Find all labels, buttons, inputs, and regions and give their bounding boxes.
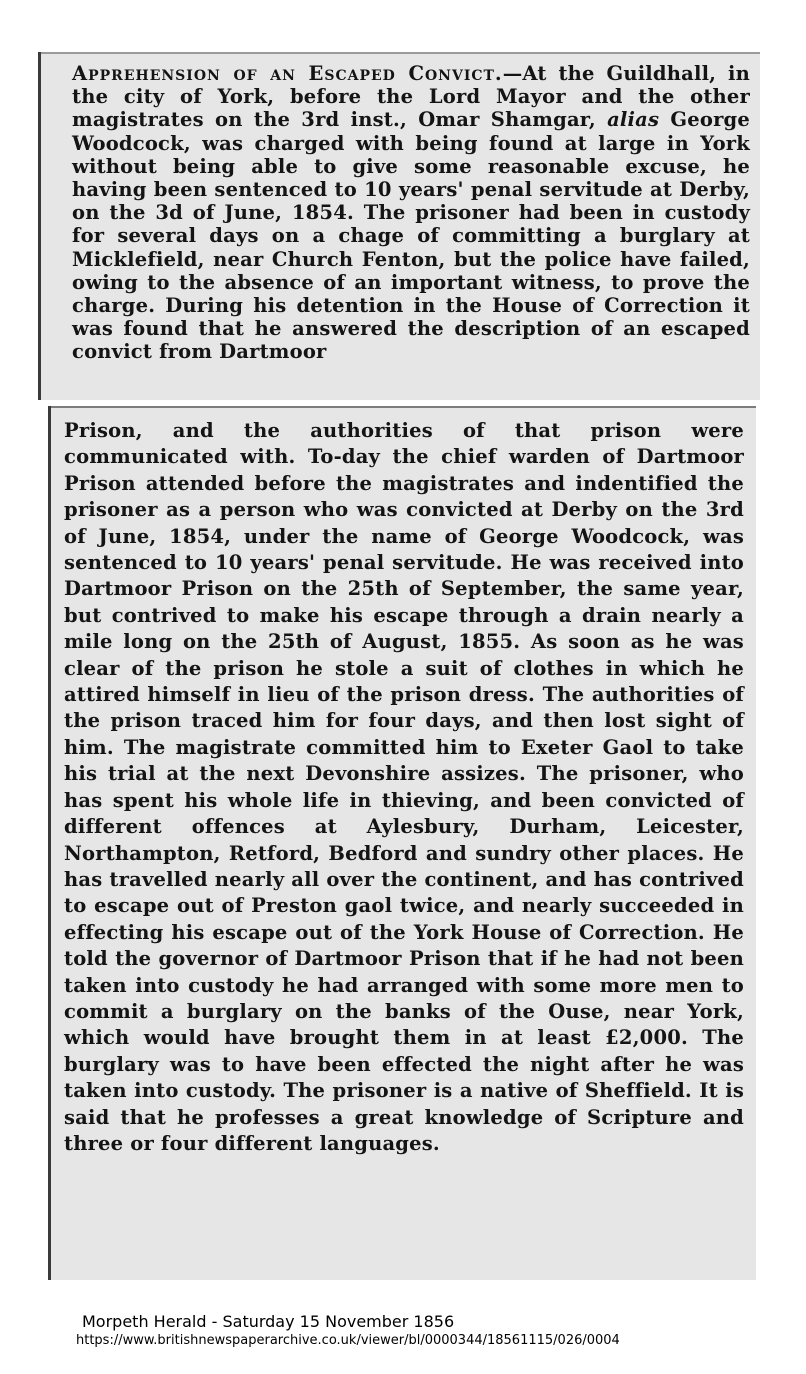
alias-word: alias — [607, 108, 660, 132]
article-paragraph-2: Prison, and the authorities of that prison were communicated with. To-day the chief warden of Dartmoor Prison attended before the magistrates and indentified the prisoner as a person who was convicted at Derby on the 3rd of June, 1854, under the name of George Woodcock, was sentenced to 10 years' penal servitude. He was received into Dartmoor Prison on the 25th of September, the same year, but contrived to make his escape through a drain nearly a mile long on the 25th of August, 1855. As soon as he was clear of the prison he stole a suit of clothes in which he attired himself in lieu of the prison dress. The authorities of the prison traced him for four days, and then lost sight of him. The magistrate committed him to Exeter Gaol to take his trial at the next Devonshire assizes. The prisoner, who has spent his whole life in thieving, and been convicted of different offences at Aylesbury, Durham, Leicester, Northampton, Retford, Bedford and sundry other places. He has travelled nearly all over the continent, and has contrived to escape out of Preston gaol twice, and nearly succeeded in effecting his escape out of the York House of Correction. He told the governor of Dartmoor Prison that if he had not been taken into custody he had arranged with some more men to commit a burglary on the banks of the Ouse, near York, which would have brought them in at least £2,000. The burglary was to have been effected the night after he was taken into custody. The prisoner is a native of Sheffield. It is said that he professes a great knowledge of Scripture and three or four different languages. — [64, 419, 744, 1155]
article-paragraph-1 — [72, 62, 750, 364]
article-body-text-1: George Woodcock, was charged with being found at large in York without being able to give some reasonable excuse, he having been sentenced to 10 years' penal servitude at Derby, on the 3d of June, 1854. The prisoner had been in custody for several days on a chage of committing a burglary at Micklefield, near Church Fenton, but the police have failed, owing to the absence of an important witness, to prove the charge. During his detention in the House of Correction it was found that he answered the description of an escaped convict from Dartmoor — [72, 108, 750, 364]
article-clipping-part-1 — [38, 52, 760, 400]
article-lead-text: —At the Guildhall, in the city of York, before the Lord Mayor and the other magistrates on the 3rd inst., Omar Shamgar, — [72, 62, 750, 132]
source-url-link[interactable]: https://www.britishnewspaperarchive.co.uk/viewer/bl/0000344/18561115/026/0004 — [76, 1333, 620, 1348]
article-headline: Apprehension of an Escaped Convict. — [72, 62, 503, 85]
newspaper-caption: Morpeth Herald - Saturday 15 November 1856 — [82, 1312, 455, 1331]
article-clipping-part-2 — [48, 406, 756, 1280]
